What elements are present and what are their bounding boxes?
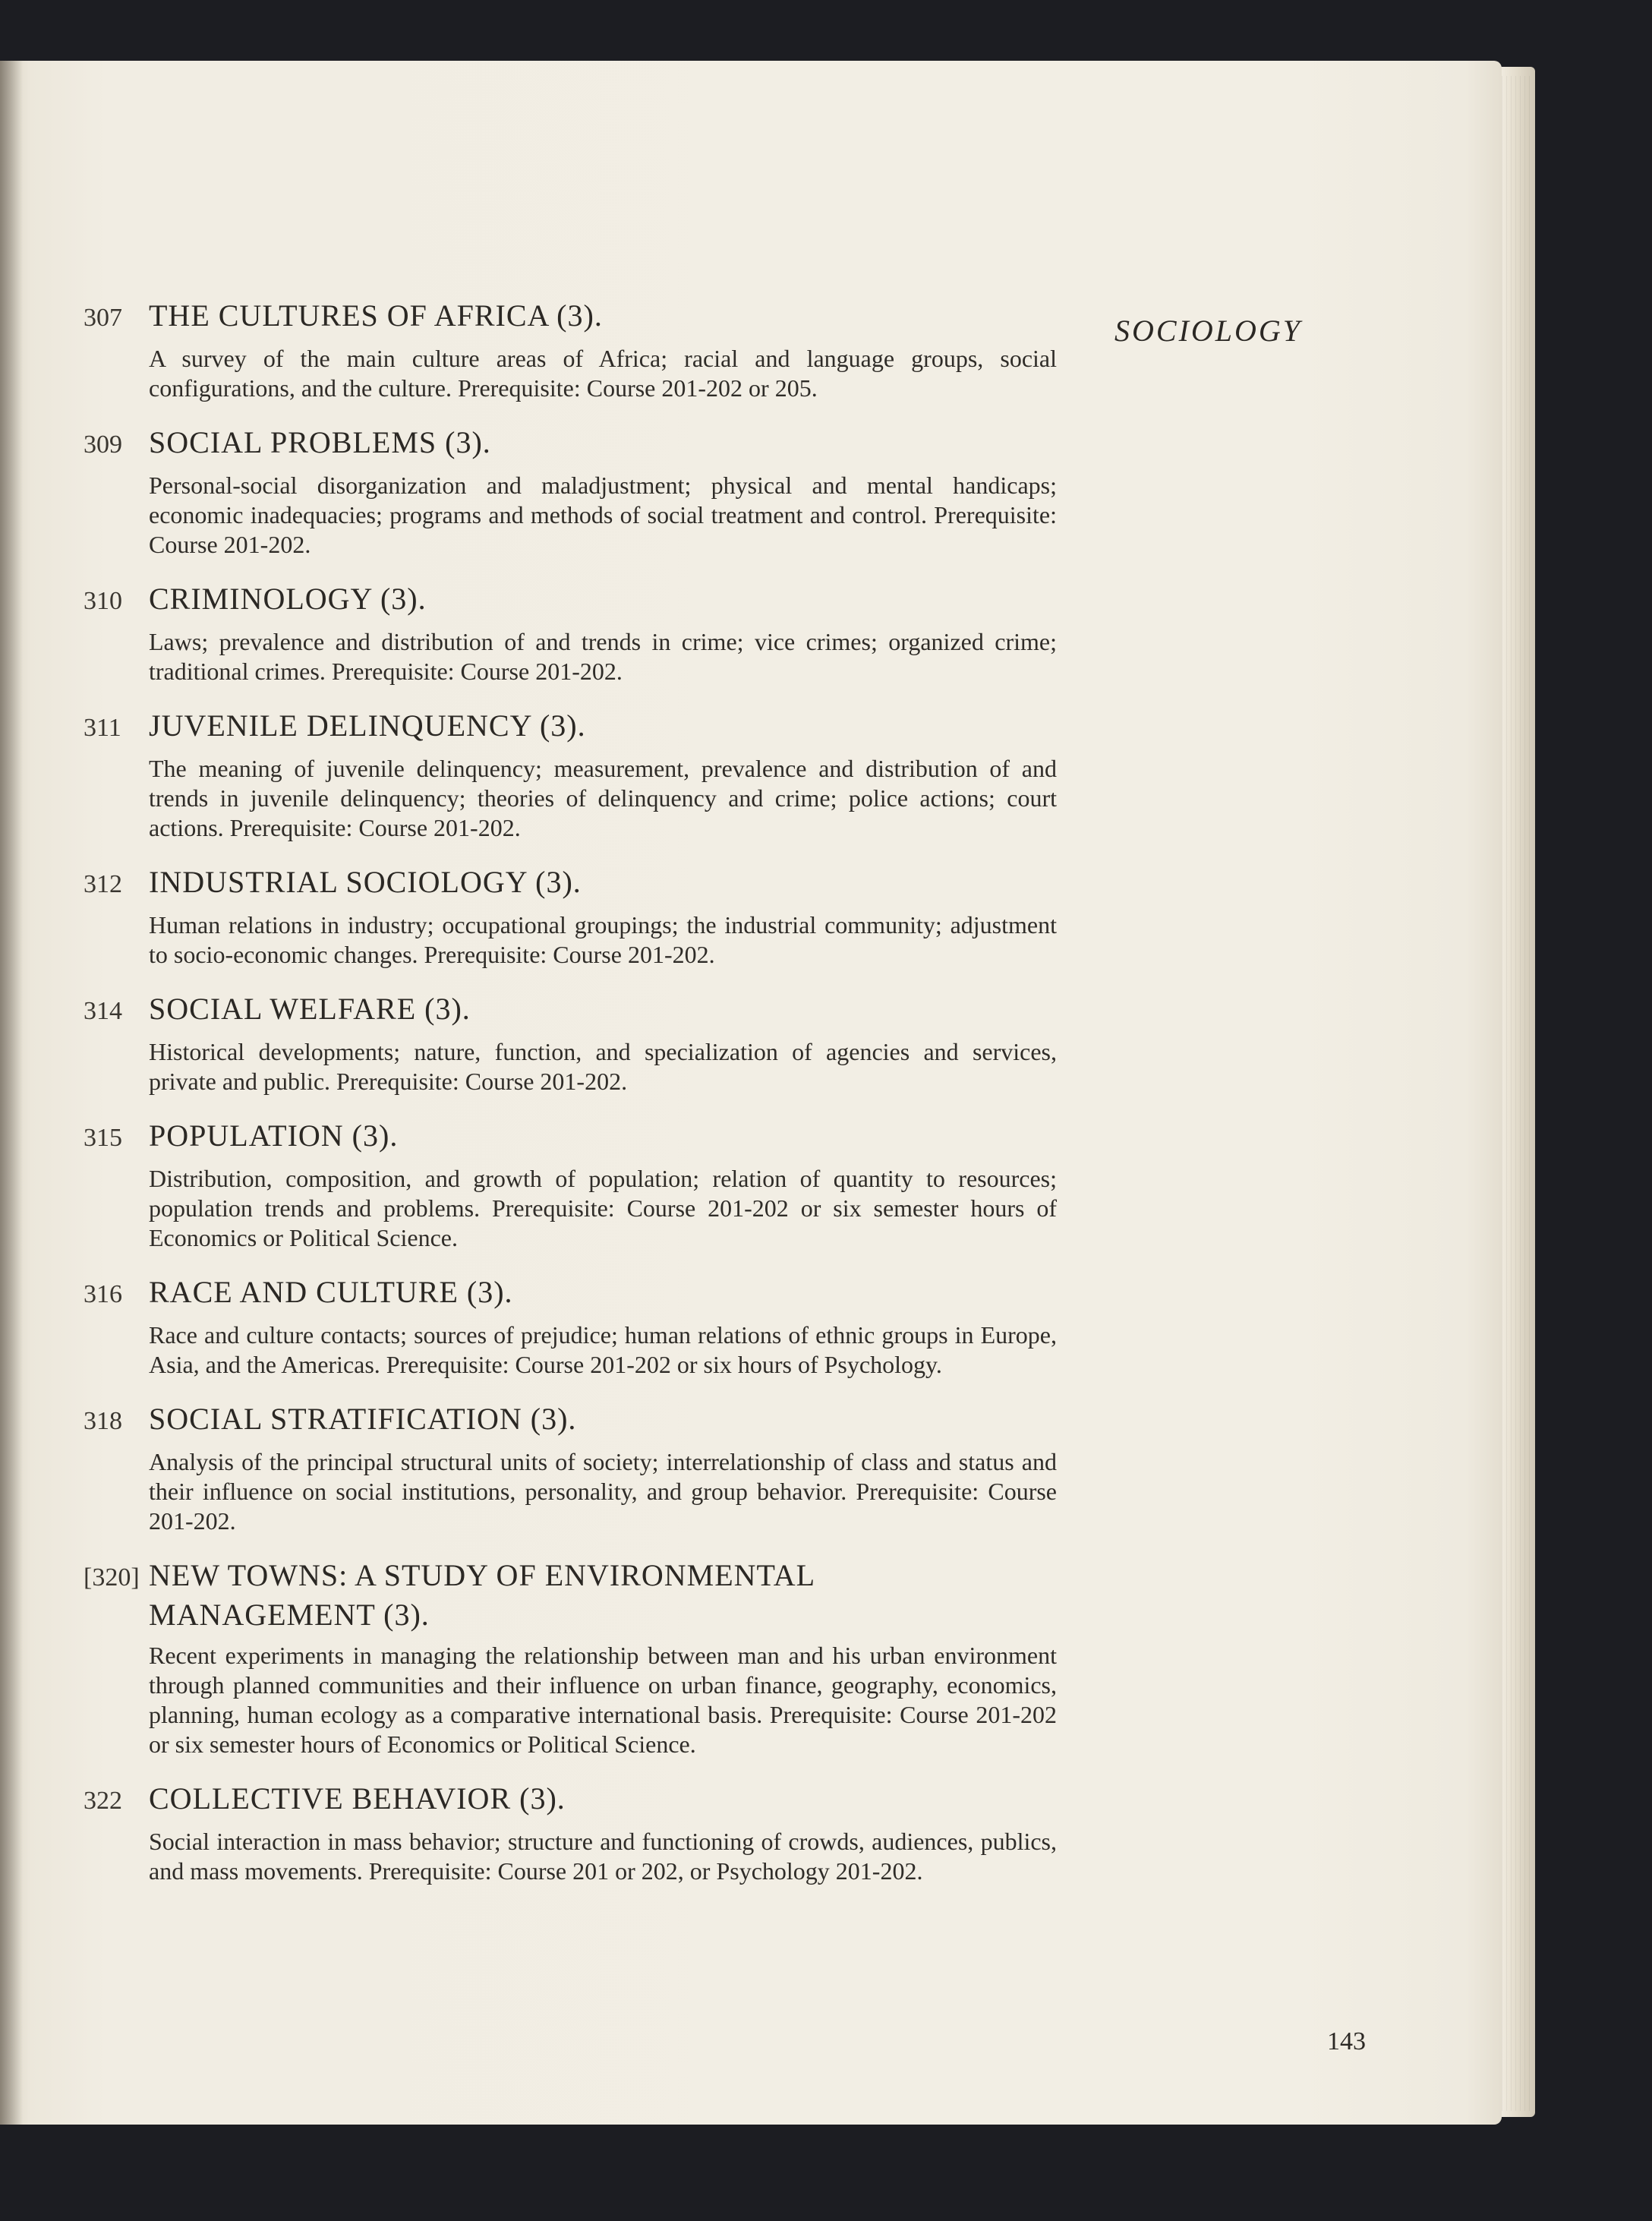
course-title: POPULATION (3). [149, 1118, 399, 1153]
course-heading [84, 1556, 1070, 1635]
course-entry [84, 1116, 1070, 1253]
course-description: Historical developments; nature, function, and specialization of agencies and services, private and public. Prerequisite: Course 201-202. [149, 1038, 1057, 1095]
course-title: INDUSTRIAL SOCIOLOGY (3). [149, 865, 582, 899]
course-number: 315 [84, 1124, 122, 1152]
course-title: THE CULTURES OF AFRICA (3). [149, 298, 603, 333]
course-title: COLLECTIVE BEHAVIOR (3). [149, 1781, 566, 1816]
course-description: The meaning of juvenile delinquency; measurement, prevalence and distribution of and trends in juvenile delinquency; theories of delinquency and crime; police actions; court actions. Prerequisite: Course 201-202. [149, 755, 1057, 841]
course-heading [84, 423, 1070, 465]
course-description: A survey of the main culture areas of Africa; racial and language groups, social configurations, and the culture. Prerequisite: Course 201-202 or 205. [149, 345, 1057, 402]
course-description: Recent experiments in managing the relationship between man and his urban environment through planned communities and their influence on urban finance, geography, economics, planning, human ecology as a comparative international basis. Prerequisite: Course 201-202 or six semester hours of Economics or Political Science. [149, 1642, 1057, 1758]
course-number: 307 [84, 304, 122, 332]
course-description: Personal-social disorganization and maladjustment; physical and mental handicaps; economic inadequacies; programs and methods of social treatment and control. Prerequisite: Course 201-202. [149, 472, 1057, 558]
course-title: JUVENILE DELINQUENCY (3). [149, 708, 586, 743]
course-number: 316 [84, 1280, 122, 1308]
course-entry [84, 989, 1070, 1096]
course-number: 314 [84, 997, 122, 1025]
course-heading [84, 863, 1070, 904]
course-heading [84, 296, 1070, 338]
course-title: RACE AND CULTURE (3). [149, 1275, 513, 1309]
course-heading [84, 989, 1070, 1031]
course-entry [84, 863, 1070, 970]
course-entry [84, 296, 1070, 403]
course-number: 311 [84, 714, 121, 742]
course-list [84, 296, 1070, 1906]
course-entry [84, 1556, 1070, 1759]
course-title: SOCIAL STRATIFICATION (3). [149, 1402, 577, 1436]
course-title: SOCIAL WELFARE (3). [149, 992, 471, 1026]
course-entry [84, 1399, 1070, 1536]
course-number: 318 [84, 1407, 122, 1435]
running-head: SOCIOLOGY [1114, 314, 1303, 348]
course-entry [84, 706, 1070, 843]
course-description: Human relations in industry; occupational groupings; the industrial community; adjustment to socio-economic changes. Prerequisite: Course 201-202. [149, 911, 1057, 968]
course-number: 309 [84, 431, 122, 459]
course-number: 312 [84, 870, 122, 898]
page-number: 143 [1327, 2027, 1366, 2055]
course-number: [320] [84, 1563, 140, 1592]
course-entry [84, 579, 1070, 686]
course-description: Race and culture contacts; sources of prejudice; human relations of ethnic groups in Europe, Asia, and the Americas. Prerequisite: Course 201-202 or six hours of Psychology. [149, 1321, 1057, 1378]
course-heading [84, 1399, 1070, 1441]
gutter-shadow [0, 61, 23, 2125]
course-description: Social interaction in mass behavior; structure and functioning of crowds, audiences, publics, and mass movements. Prerequisite: Course 201 or 202, or Psychology 201-202. [149, 1828, 1057, 1885]
course-heading [84, 1116, 1070, 1158]
course-entry [84, 423, 1070, 560]
course-entry [84, 1779, 1070, 1886]
course-entry [84, 1273, 1070, 1380]
course-title: CRIMINOLOGY (3). [149, 582, 427, 616]
course-heading [84, 706, 1070, 748]
course-title: NEW TOWNS: A STUDY OF ENVIRONMENTAL MANAGEMENT (3). [149, 1558, 815, 1632]
course-description: Analysis of the principal structural units of society; interrelationship of class and status and their influence on social institutions, personality, and group behavior. Prerequisite: Course 201-202. [149, 1448, 1057, 1535]
course-title: SOCIAL PROBLEMS (3). [149, 425, 491, 459]
course-description: Distribution, composition, and growth of population; relation of quantity to resources; population trends and problems. Prerequisite: Course 201-202 or six semester hours of Economics or Political Science. [149, 1165, 1057, 1251]
course-heading [84, 1779, 1070, 1821]
course-number: 310 [84, 587, 122, 615]
course-number: 322 [84, 1787, 122, 1815]
course-description: Laws; prevalence and distribution of and trends in crime; vice crimes; organized crime; traditional crimes. Prerequisite: Course 201-202. [149, 628, 1057, 685]
course-heading [84, 579, 1070, 621]
course-heading [84, 1273, 1070, 1314]
